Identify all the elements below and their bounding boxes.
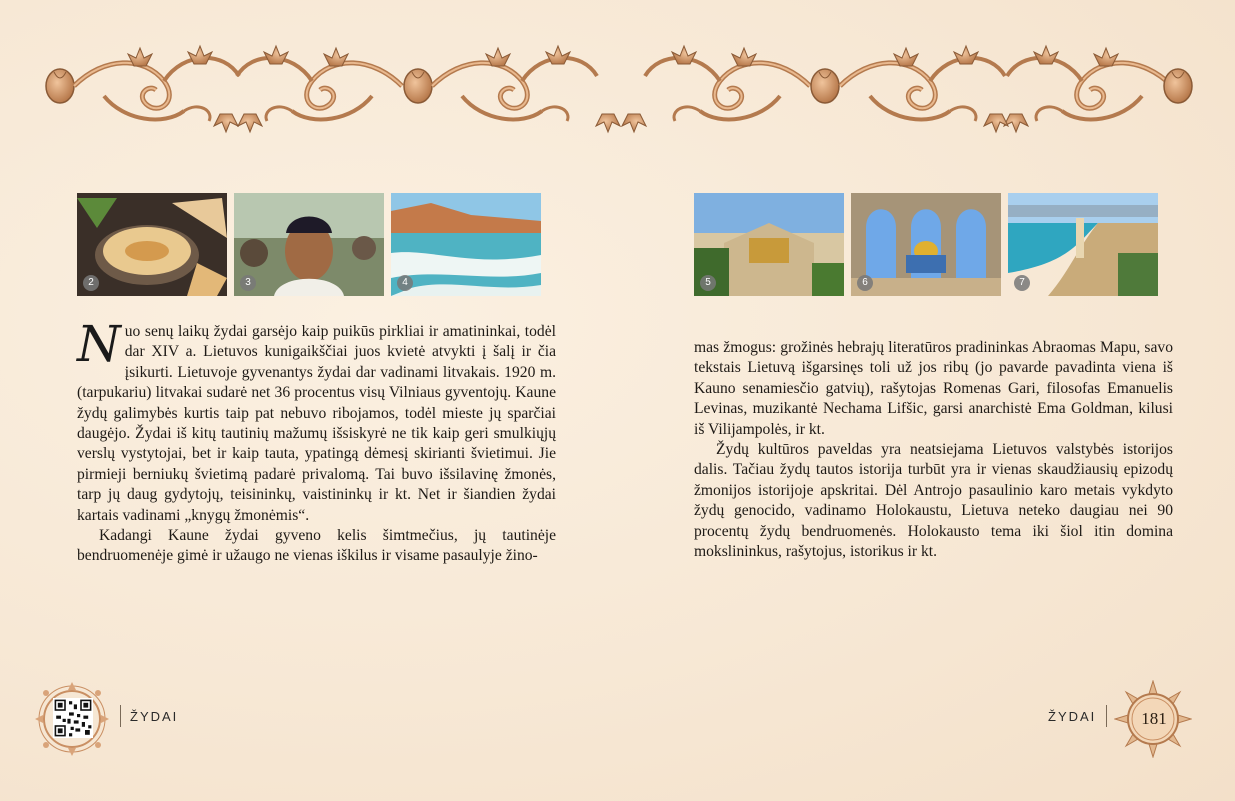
photo-dead-sea: 4 [391, 193, 541, 296]
right-text-column [694, 338, 1173, 562]
footer-separator [120, 705, 121, 727]
photo-tel-aviv-coast: 7 [1008, 193, 1158, 296]
drop-cap: N [77, 315, 121, 373]
left-paragraph-1 [77, 315, 556, 526]
photo-dome-of-the-rock: 6 [851, 193, 1001, 296]
floral-header-ornament [40, 36, 1195, 136]
footer-separator [1106, 705, 1107, 727]
photo-church-jerusalem: 5 [694, 193, 844, 296]
page-number: 181 [1141, 709, 1167, 728]
right-paragraph-1: mas žmogus: grožinės hebrajų literatūros pradininkas Abraomas Mapu, savo tekstais Lietuvą išgarsinęs toli už jos ribų (jo pavarde pavadinta viena iš Kauno senamiesčio gatvių), rašytojas Romenas Gari, filosofas Emanuelis Levinas, muzikantė Nechama Lifšic, garsi anarchistė Ema Goldman, kilusi iš Vilijampolės, ir kt. [694, 339, 1173, 438]
section-label-left: ŽYDAI [130, 709, 179, 724]
photo-man-kippah: 3 [234, 193, 384, 296]
qr-code-icon[interactable] [53, 698, 93, 738]
left-paragraph-2: Kadangi Kaune žydai gyveno kelis šimtmečius, jų tautinėje bendruomenėje gimė ir užaugo ne vienas iškilus ir visame pasaulyje žino- [77, 527, 556, 565]
left-paragraph-1-text: uo senų laikų žydai garsėjo kaip puikūs pirkliai ir amatininkai, todėl dar XIV a. Lietuvos kunigaikščiai juos kvietė atvykti į šalį ir čia įsikurti. Lietuvoje gyvenantys žydai dar vadinami litvakais. 1920 m. (tarpukariu) litvakai sudarė net 36 procentus visų Vilniaus gyventojų. Kaune žydų galimybės kurtis taip pat nebuvo ribojamos, todėl mieste jų sparčiai daugėjo. Žydai iš kitų tautinių mažumų išsiskyrė ne tik kaip geri smulkiųjų verslų vystytojai, bet ir kaip tauta, ypatingą dėmesį skirianti švietimui. Jie pirmieji berniukų švietimą padarė privalomą. Tai buvo išsilavinę žmonės, tarp jų daug gydytojų, teisininkų, vaistininkų ir kt. Net ir šiandien žydai kartais vadinami „knygų žmonėmis“. [77, 323, 556, 524]
section-label-right: ŽYDAI [1048, 709, 1097, 724]
left-text-column [77, 315, 556, 567]
photo-hummus: 2 [77, 193, 227, 296]
right-paragraph-2: Žydų kultūros paveldas yra neatsiejama Lietuvos valstybės istorijos dalis. Tačiau žydų tautos istorija turbūt yra ir vienas skaudžiausių epizodų žmonijos istorijoje apskritai. Dėl Antrojo pasaulinio karo metais vykdyto žydų genocido, vadinamo Holokaustu, Lietuva neteko daugiau nei 90 procentų žydų bendruomenės. Holokausto tema iki šiol itin domina mokslininkus, rašytojus, istorikus ir kt. [694, 441, 1173, 561]
